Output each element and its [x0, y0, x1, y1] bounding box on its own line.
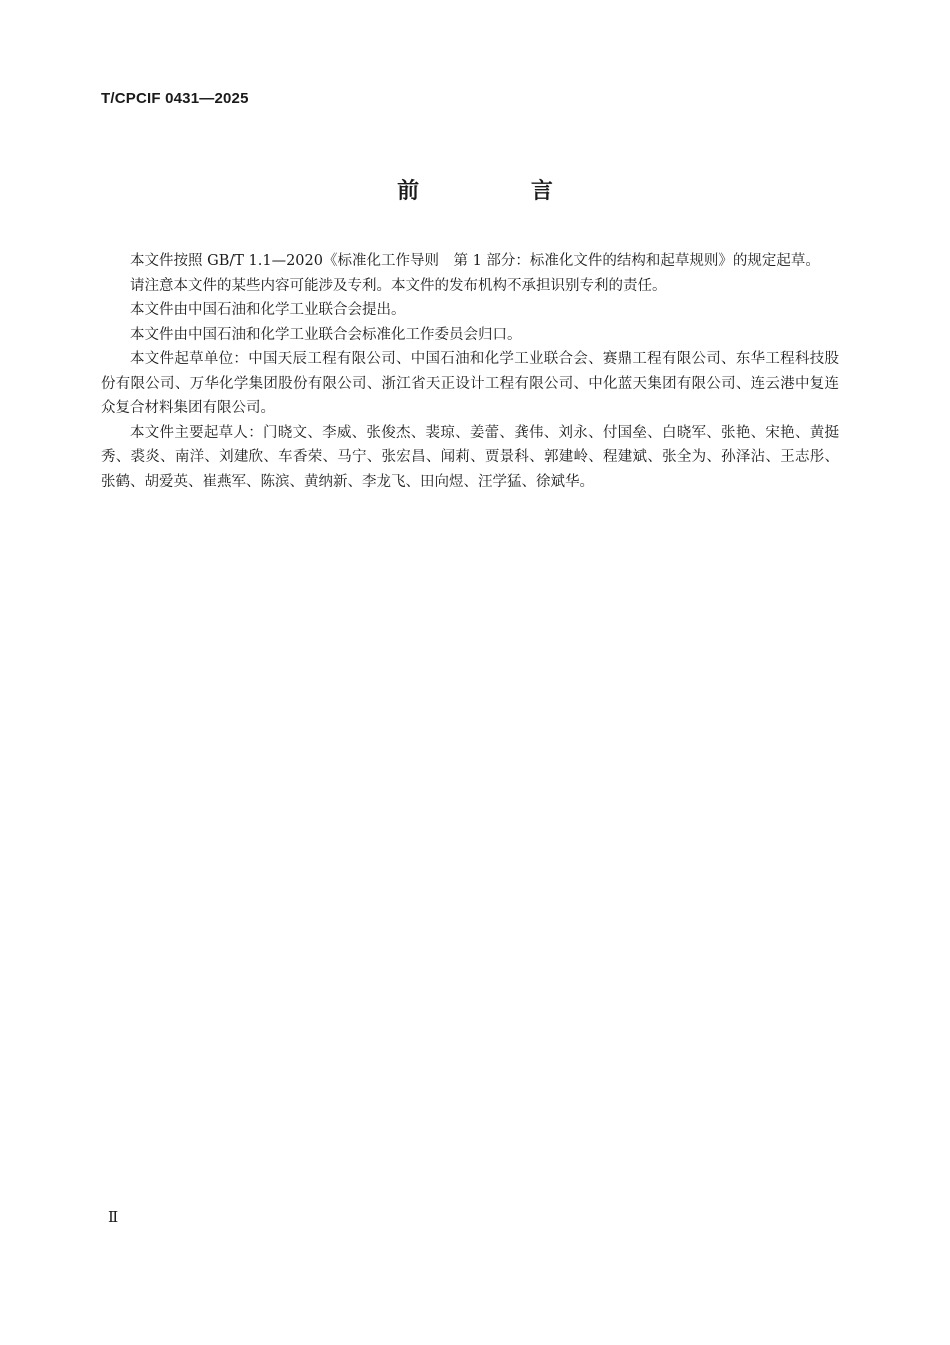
- paragraph-drafting-rules: 本文件按照 GB/T 1.1—2020《标准化工作导则 第 1 部分：标准化文件的结构和起草规则》的规定起草。: [130, 253, 820, 269]
- paragraph-drafting-units: 本文件起草单位：中国天辰工程有限公司、中国石油和化学工业联合会、赛鼎工程有限公司、东华工程科技股份有限公司、万华化学集团股份有限公司、浙江省天正设计工程有限公司、中化蓝天集团有限公司、连云港中复连众复合材料集团有限公司。: [101, 351, 839, 416]
- foreword-body: [101, 249, 839, 494]
- page-number: Ⅱ: [108, 1208, 119, 1226]
- document-code: T/CPCIF 0431—2025: [101, 90, 249, 107]
- paragraph-drafters: 本文件主要起草人：门晓文、李威、张俊杰、裴琼、姜蕾、龚伟、刘永、付国垒、白晓军、张艳、宋艳、黄挺秀、裘炎、南洋、刘建欣、车香荣、马宁、张宏昌、闻莉、贾景科、郭建岭、程建斌、张全为、孙泽沾、王志彤、张鹤、胡爱英、崔燕军、陈滨、黄纳新、李龙飞、田向煜、汪学猛、徐斌华。: [101, 424, 839, 490]
- paragraph-responsible-committee: 本文件由中国石油和化学工业联合会标准化工作委员会归口。: [130, 326, 522, 343]
- page-title: 前 言: [397, 179, 605, 204]
- paragraph-proposer: 本文件由中国石油和化学工业联合会提出。: [130, 302, 406, 318]
- paragraph-patent-notice: 请注意本文件的某些内容可能涉及专利。本文件的发布机构不承担识别专利的责任。: [130, 277, 667, 294]
